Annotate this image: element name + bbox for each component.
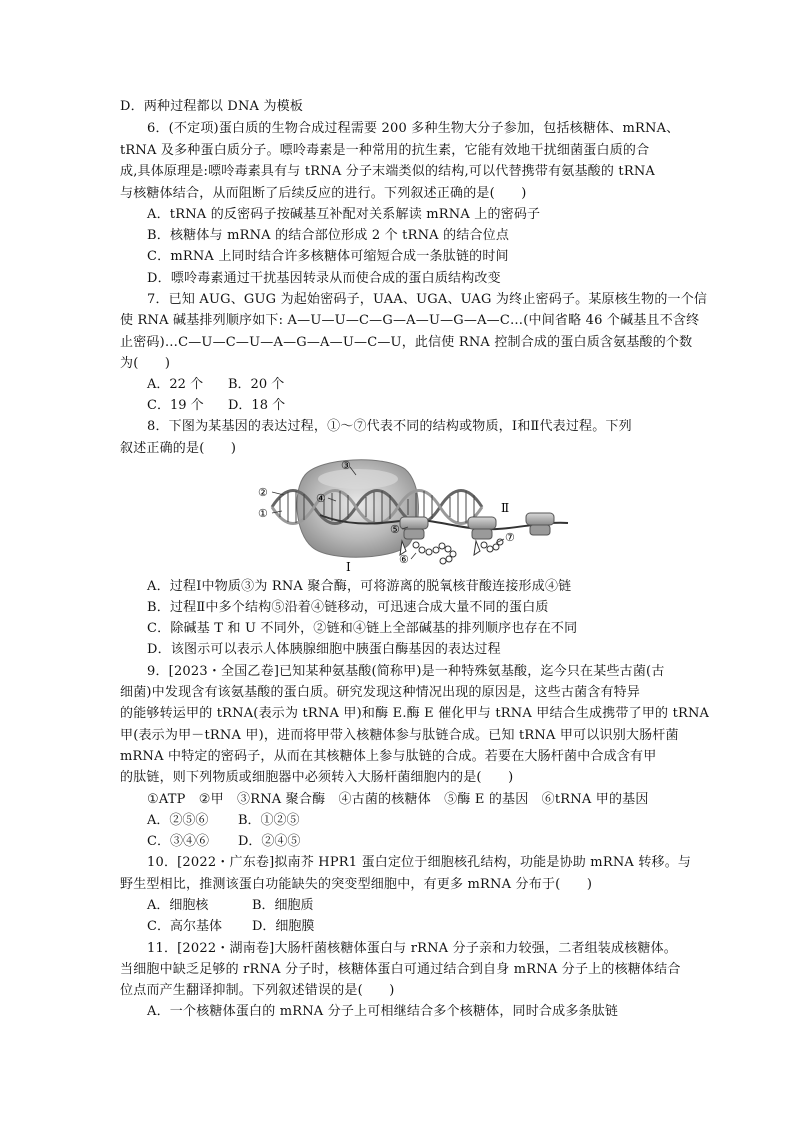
q6-stem-line-4: 与核糖体结合，从而阻断了后续反应的进行。下列叙述正确的是( ) — [120, 186, 527, 201]
q7-option-a: A．22 个 — [147, 377, 204, 392]
q7-option-b: B．20 个 — [228, 377, 285, 392]
q9-item-list: ①ATP ②甲 ③RNA 聚合酶 ④古菌的核糖体 ⑤酶 E 的基因 ⑥tRNA 甲的基因 — [147, 792, 649, 807]
figure-label-6: ⑥ — [399, 553, 409, 566]
q11-option-a: A．一个核糖体蛋白的 mRNA 分子上可相继结合多个核糖体，同时合成多条肽链 — [147, 1004, 619, 1019]
gene-expression-figure — [250, 455, 570, 573]
q7-stem-line-2: 使 RNA 碱基排列顺序如下: A—U—U—C—G—A—U—G—A—C…(中间省略 46 个碱基且不含终 — [120, 313, 700, 328]
q9-stem-line-6: 的肽链，则下列物质或细胞器中必须转入大肠杆菌细胞内的是( ) — [120, 770, 514, 785]
q9-stem-line-2: 细菌)中发现含有该氨基酸的蛋白质。研究发现这种情况出现的原因是，这些古菌含有特异 — [120, 685, 641, 700]
ribosome-3 — [526, 513, 554, 535]
q6-stem-line-2: tRNA 及多种蛋白质分子。嘌呤毒素是一种常用的抗生素，它能有效地干扰细菌蛋白质的合 — [120, 143, 650, 158]
q8-option-a: A．过程Ⅰ中物质③为 RNA 聚合酶，可将游离的脱氧核苷酸连接形成④链 — [147, 579, 572, 594]
q10-option-a: A．细胞核 — [147, 898, 209, 913]
q6-stem-line-3: 成,具体原理是:嘌呤毒素具有与 tRNA 分子末端类似的结构,可以代替携带有氨基酸的 tRNA — [120, 164, 655, 179]
q8-option-d: D．该图示可以表示人体胰腺细胞中胰蛋白酶基因的表达过程 — [147, 642, 501, 657]
q9-option-d: D．②④⑤ — [238, 834, 301, 849]
q8-stem-line-1: 8．下图为某基因的表达过程，①～⑦代表不同的结构或物质，Ⅰ和Ⅱ代表过程。下列 — [147, 419, 632, 434]
q9-stem-line-4: 甲(表示为甲－tRNA 甲)，进而将甲带入核糖体参与肽链合成。已知 tRNA 甲可以识别大肠杆菌 — [120, 728, 679, 743]
figure-process-1-label: Ⅰ — [346, 560, 351, 573]
ribosome-2 — [468, 517, 496, 539]
q6-option-a: A．tRNA 的反密码子按碱基互补配对关系解读 mRNA 上的密码子 — [147, 207, 541, 222]
figure-process-2-label: Ⅱ — [501, 501, 510, 515]
q9-option-c: C．③④⑥ — [147, 834, 209, 849]
q11-stem-line-3: 位点而产生翻译抑制。下列叙述错误的是( ) — [120, 983, 395, 998]
q8-option-c: C．除碱基 T 和 U 不同外，②链和④链上全部碱基的排列顺序也存在不同 — [147, 621, 578, 636]
figure-label-3: ③ — [341, 459, 351, 472]
q9-stem-line-1: 9．[2023・全国乙卷]已知某种氨基酸(简称甲)是一种特殊氨基酸，迄今只在某些古菌(古 — [147, 664, 665, 679]
figure-label-2: ② — [258, 486, 268, 499]
polypeptide-chain-1 — [413, 542, 456, 564]
q8-option-b: B．过程Ⅱ中多个结构⑤沿着④链移动，可迅速合成大量不同的蛋白质 — [147, 600, 549, 615]
figure-label-1: ① — [258, 507, 268, 520]
q6-stem-line-1: 6．(不定项)蛋白质的生物合成过程需要 200 多种生物大分子参加，包括核糖体、mRNA、 — [147, 121, 680, 136]
q7-option-d: D．18 个 — [228, 398, 286, 413]
figure-label-5: ⑤ — [390, 523, 400, 536]
q9-stem-line-3: 的能够转运甲的 tRNA(表示为 tRNA 甲)和酶 E.酶 E 催化甲与 tRNA 甲结合生成携带了甲的 tRNA — [120, 706, 710, 721]
q9-stem-line-5: mRNA 中特定的密码子，从而在其核糖体上参与肽链的合成。若要在大肠杆菌中合成含有甲 — [120, 749, 657, 764]
q7-stem-line-1: 7．已知 AUG、GUG 为起始密码子，UAA、UGA、UAG 为终止密码子。某原核生物的一个信 — [147, 292, 708, 307]
q5-option-d: D．两种过程都以 DNA 为模板 — [120, 99, 304, 114]
q10-option-d: D．细胞膜 — [252, 919, 315, 934]
q10-stem-line-1: 10．[2022・广东卷]拟南芥 HPR1 蛋白定位于细胞核孔结构，功能是协助 mRNA 转移。与 — [147, 855, 692, 870]
q6-option-d: D．嘌呤毒素通过干扰基因转录从而使合成的蛋白质结构改变 — [147, 271, 501, 286]
q11-stem-line-2: 当细胞中缺乏足够的 rRNA 分子时，核糖体蛋白可通过结合到自身 mRNA 分子上的核糖体结合 — [120, 962, 681, 977]
q11-stem-line-1: 11．[2022・湖南卷]大肠杆菌核糖体蛋白与 rRNA 分子亲和力较强，二者组装成核糖体。 — [147, 941, 678, 956]
q10-option-b: B．细胞质 — [252, 898, 314, 913]
q9-option-a: A．②⑤⑥ — [147, 813, 209, 828]
figure-label-4: ④ — [316, 492, 326, 505]
figure-label-7: ⑦ — [505, 531, 515, 544]
q9-option-b: B．①②⑤ — [238, 813, 300, 828]
q8-stem-line-2: 叙述正确的是( ) — [120, 441, 237, 456]
q7-stem-line-3: 止密码)…C—U—C—U—A—G—A—U—C—U，此信使 RNA 控制合成的蛋白质含氨基酸的个数 — [120, 335, 693, 350]
q7-stem-line-4: 为( ) — [120, 356, 171, 371]
q6-option-b: B．核糖体与 mRNA 的结合部位形成 2 个 tRNA 的结合位点 — [147, 228, 510, 243]
q6-option-c: C．mRNA 上同时结合许多核糖体可缩短合成一条肽链的时间 — [147, 249, 509, 264]
q10-option-c: C．高尔基体 — [147, 919, 222, 934]
q7-option-c: C．19 个 — [147, 398, 204, 413]
q10-stem-line-2: 野生型相比，推测该蛋白功能缺失的突变型细胞中，有更多 mRNA 分布于( ) — [120, 877, 593, 892]
